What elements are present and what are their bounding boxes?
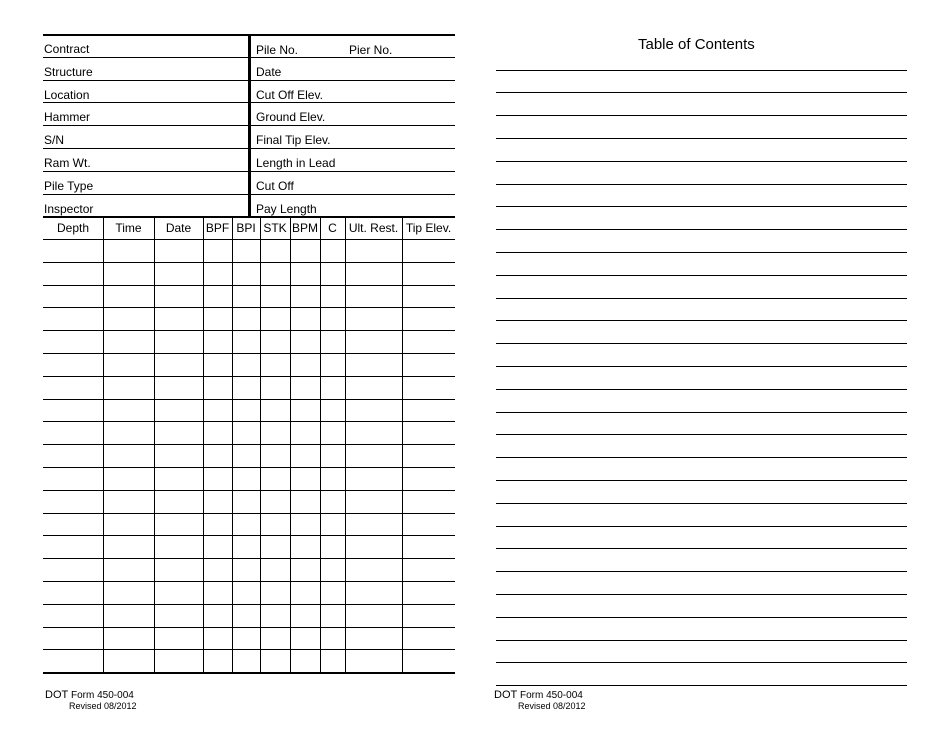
table-row-line xyxy=(43,604,455,605)
table-row-line xyxy=(43,467,455,468)
pile-driving-form xyxy=(0,0,470,733)
column-header: BPI xyxy=(236,221,256,235)
column-header: C xyxy=(328,221,337,235)
toc-line xyxy=(496,343,907,344)
column-header: BPM xyxy=(291,221,318,235)
field-label-left: Pile Type xyxy=(44,178,94,193)
toc-line xyxy=(496,685,907,686)
table-row-line xyxy=(43,239,455,240)
column-header: Time xyxy=(115,221,142,235)
toc-line xyxy=(496,662,907,663)
footer-form-number: Form 450-004 xyxy=(520,690,583,701)
field-underline-left xyxy=(43,57,248,58)
toc-line xyxy=(496,252,907,253)
toc-title: Table of Contents xyxy=(638,36,755,53)
field-underline-left xyxy=(43,125,248,126)
field-label-left: Inspector xyxy=(44,201,94,216)
footer-form-number: Form 450-004 xyxy=(71,690,134,701)
column-header: STK xyxy=(263,221,287,235)
field-underline-left xyxy=(43,148,248,149)
field-label-right: Pay Length xyxy=(256,201,317,216)
field-underline-right xyxy=(251,171,455,172)
toc-line xyxy=(496,571,907,572)
table-row-line xyxy=(43,444,455,445)
field-underline-right xyxy=(251,57,455,58)
table-row-line xyxy=(43,490,455,491)
field-label-right: Ground Elev. xyxy=(256,110,326,125)
toc-line xyxy=(496,138,907,139)
column-header: Ult. Rest. xyxy=(348,221,399,235)
field-label-left: Location xyxy=(44,87,90,102)
table-row-line xyxy=(43,649,455,650)
field-label-right: Cut Off Elev. xyxy=(256,87,323,102)
field-label-right: Length in Lead xyxy=(256,156,336,170)
field-label-left: Contract xyxy=(44,42,90,56)
form-footer-right xyxy=(494,690,586,711)
toc-line xyxy=(496,184,907,185)
table-row-line xyxy=(43,535,455,536)
field-label-left: Hammer xyxy=(44,110,91,125)
field-label-right: Final Tip Elev. xyxy=(256,133,331,148)
toc-line xyxy=(496,548,907,549)
toc-line xyxy=(496,206,907,207)
table-top-border xyxy=(43,216,455,218)
field-label-left: Ram Wt. xyxy=(44,156,91,170)
footer-dot: DOT xyxy=(494,689,518,701)
column-header: Date xyxy=(165,221,192,235)
toc-line xyxy=(496,412,907,413)
field-underline-left xyxy=(43,171,248,172)
field-underline-right xyxy=(251,80,455,81)
toc-line xyxy=(496,617,907,618)
toc-line xyxy=(496,503,907,504)
footer-revised: Revised 08/2012 xyxy=(69,701,137,711)
column-header: BPF xyxy=(205,221,230,235)
field-underline-right xyxy=(251,148,455,149)
footer-dot: DOT xyxy=(45,689,69,701)
table-row-line xyxy=(43,581,455,582)
table-row-line xyxy=(43,262,455,263)
table-row-line xyxy=(43,421,455,422)
table-row-line xyxy=(43,330,455,331)
form-footer-left xyxy=(45,690,137,711)
field-underline-left xyxy=(43,102,248,103)
field-label-right: Date xyxy=(256,64,282,79)
field-label-left: Structure xyxy=(44,64,93,79)
field-underline-right xyxy=(251,194,455,195)
field-underline-left xyxy=(43,80,248,81)
toc-line xyxy=(496,640,907,641)
pier-no-label: Pier No. xyxy=(349,43,393,57)
toc-line xyxy=(496,275,907,276)
field-underline-left xyxy=(43,194,248,195)
column-header: Depth xyxy=(56,221,90,235)
field-underline-right xyxy=(251,102,455,103)
table-row-line xyxy=(43,672,455,674)
field-underline-right xyxy=(251,125,455,126)
column-header: Tip Elev. xyxy=(405,221,452,235)
toc-line xyxy=(496,389,907,390)
toc-line xyxy=(496,366,907,367)
toc-line xyxy=(496,115,907,116)
pile-no-label: Pile No. xyxy=(256,43,299,57)
toc-line xyxy=(496,161,907,162)
table-row-line xyxy=(43,285,455,286)
toc-line xyxy=(496,92,907,93)
table-row-line xyxy=(43,513,455,514)
field-label-left: S/N xyxy=(44,133,65,148)
toc-line xyxy=(496,526,907,527)
toc-line xyxy=(496,457,907,458)
table-row-line xyxy=(43,558,455,559)
table-row-line xyxy=(43,399,455,400)
toc-line xyxy=(496,480,907,481)
toc-line xyxy=(496,70,907,71)
table-row-line xyxy=(43,307,455,308)
toc-line xyxy=(496,229,907,230)
table-row-line xyxy=(43,376,455,377)
table-of-contents xyxy=(470,0,950,733)
field-label-right: Cut Off xyxy=(256,178,294,193)
toc-line xyxy=(496,434,907,435)
table-row-line xyxy=(43,353,455,354)
table-row-line xyxy=(43,627,455,628)
toc-line xyxy=(496,320,907,321)
footer-revised: Revised 08/2012 xyxy=(518,701,586,711)
toc-line xyxy=(496,594,907,595)
toc-line xyxy=(496,298,907,299)
